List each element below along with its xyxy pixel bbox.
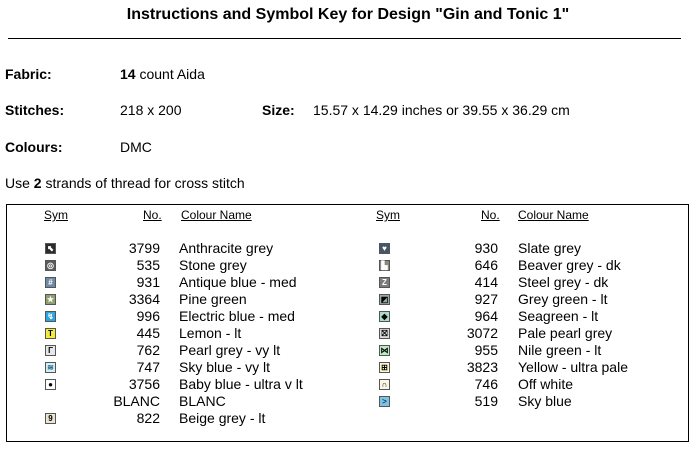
colour-name: Sky blue bbox=[518, 393, 572, 409]
grey-green-symbol-icon: ◩ bbox=[380, 294, 389, 304]
colour-name: Off white bbox=[518, 376, 573, 392]
anthracite-symbol-icon: ⬉ bbox=[45, 243, 56, 254]
colour-name: Steel grey - dk bbox=[518, 274, 609, 290]
dmc-number: 3756 bbox=[128, 376, 160, 392]
colours-value: DMC bbox=[120, 139, 152, 155]
colour-name: Yellow - ultra pale bbox=[518, 359, 628, 375]
thread-count: 2 bbox=[33, 175, 42, 191]
dmc-number: 746 bbox=[474, 376, 498, 392]
off-white-symbol-icon: ∩ bbox=[379, 379, 390, 390]
thread-suffix: strands of thread for cross stitch bbox=[41, 175, 245, 191]
header-sym-right: Sym bbox=[376, 208, 400, 222]
dmc-number: 822 bbox=[136, 410, 160, 426]
dmc-number: 762 bbox=[136, 342, 160, 358]
dmc-number: 445 bbox=[136, 325, 160, 341]
dmc-number: 3799 bbox=[128, 240, 160, 256]
colour-name: Grey green - lt bbox=[518, 291, 608, 307]
colours-label: Colours: bbox=[5, 139, 63, 155]
lemon-symbol-icon: T bbox=[45, 328, 56, 339]
dmc-number: 996 bbox=[136, 308, 160, 324]
antique-blue-symbol-icon: # bbox=[45, 277, 56, 288]
dmc-number: 955 bbox=[474, 342, 498, 358]
fabric-value bbox=[120, 66, 205, 82]
dmc-number: 3364 bbox=[128, 291, 160, 307]
header-name-right: Colour Name bbox=[518, 208, 589, 222]
header-no-right: No. bbox=[481, 208, 500, 222]
dmc-number: 414 bbox=[474, 274, 498, 290]
colour-name: Pearl grey - vy lt bbox=[179, 342, 281, 358]
thread-prefix: Use bbox=[5, 175, 34, 191]
dmc-number: 535 bbox=[136, 257, 160, 273]
colour-name: Baby blue - ultra v lt bbox=[179, 376, 303, 392]
fabric-label: Fabric: bbox=[5, 66, 52, 82]
colour-name: Electric blue - med bbox=[179, 308, 295, 324]
fabric-type: count Aida bbox=[135, 66, 205, 82]
electric-blue-symbol-icon: ↯ bbox=[45, 311, 56, 322]
dmc-number: 3823 bbox=[466, 359, 498, 375]
colour-name: Sky blue - vy lt bbox=[179, 359, 271, 375]
pine-green-symbol-icon: ★ bbox=[46, 294, 55, 304]
baby-blue-symbol-icon: ● bbox=[45, 379, 56, 390]
colour-name: BLANC bbox=[179, 393, 226, 409]
colour-name: Stone grey bbox=[179, 257, 247, 273]
size-label: Size: bbox=[262, 102, 295, 118]
dmc-number: 964 bbox=[474, 308, 498, 324]
stitches-value: 218 x 200 bbox=[120, 102, 182, 118]
colour-name: Seagreen - lt bbox=[518, 308, 599, 324]
page-title: Instructions and Symbol Key for Design "Gin and Tonic 1" bbox=[126, 6, 570, 23]
colour-name: Nile green - lt bbox=[518, 342, 602, 358]
colour-name: Beaver grey - dk bbox=[518, 257, 621, 273]
header-sym-left: Sym bbox=[44, 208, 68, 222]
colour-name: Beige grey - lt bbox=[179, 410, 266, 426]
fabric-count: 14 bbox=[120, 66, 136, 82]
colour-name: Pine green bbox=[179, 291, 247, 307]
dmc-number: 930 bbox=[474, 240, 498, 256]
stone-symbol-icon: ◎ bbox=[45, 260, 56, 271]
stitches-label: Stitches: bbox=[5, 102, 65, 118]
colour-name: Anthracite grey bbox=[179, 240, 274, 256]
colour-name: Slate grey bbox=[518, 240, 582, 256]
dmc-number: 646 bbox=[474, 257, 498, 273]
header-no-left: No. bbox=[143, 208, 162, 222]
sky-blue-lt-symbol-icon: ≋ bbox=[45, 362, 56, 373]
thread-instruction bbox=[5, 175, 245, 191]
dmc-number: 519 bbox=[474, 393, 498, 409]
dmc-number: 927 bbox=[474, 291, 498, 307]
dmc-number: 3072 bbox=[466, 325, 498, 341]
colour-name: Antique blue - med bbox=[179, 274, 297, 290]
dmc-number: 931 bbox=[136, 274, 160, 290]
bottom-rule bbox=[6, 441, 98, 442]
nile-green-symbol-icon: ⋈ bbox=[380, 345, 389, 355]
title-underline bbox=[8, 38, 681, 39]
beaver-grey-symbol-icon: ▙ bbox=[379, 260, 390, 271]
pearl-grey-symbol-icon: Γ bbox=[45, 345, 56, 356]
slate-grey-symbol-icon: ♥ bbox=[379, 243, 390, 254]
steel-grey-symbol-icon: Z bbox=[379, 277, 390, 288]
yellow-pale-symbol-icon: ⊞ bbox=[379, 362, 390, 373]
pale-pearl-grey-symbol-icon: ⛝ bbox=[379, 328, 390, 339]
header-name-left: Colour Name bbox=[181, 208, 252, 222]
sky-blue-symbol-icon: > bbox=[379, 396, 390, 407]
dmc-number: BLANC bbox=[113, 393, 160, 409]
size-value: 15.57 x 14.29 inches or 39.55 x 36.29 cm bbox=[313, 102, 570, 118]
seagreen-symbol-icon: ◆ bbox=[379, 311, 390, 322]
dmc-number: 747 bbox=[136, 359, 160, 375]
colour-name: Lemon - lt bbox=[179, 325, 242, 341]
colour-name: Pale pearl grey bbox=[518, 325, 613, 341]
beige-grey-symbol-icon: 9 bbox=[45, 413, 56, 424]
